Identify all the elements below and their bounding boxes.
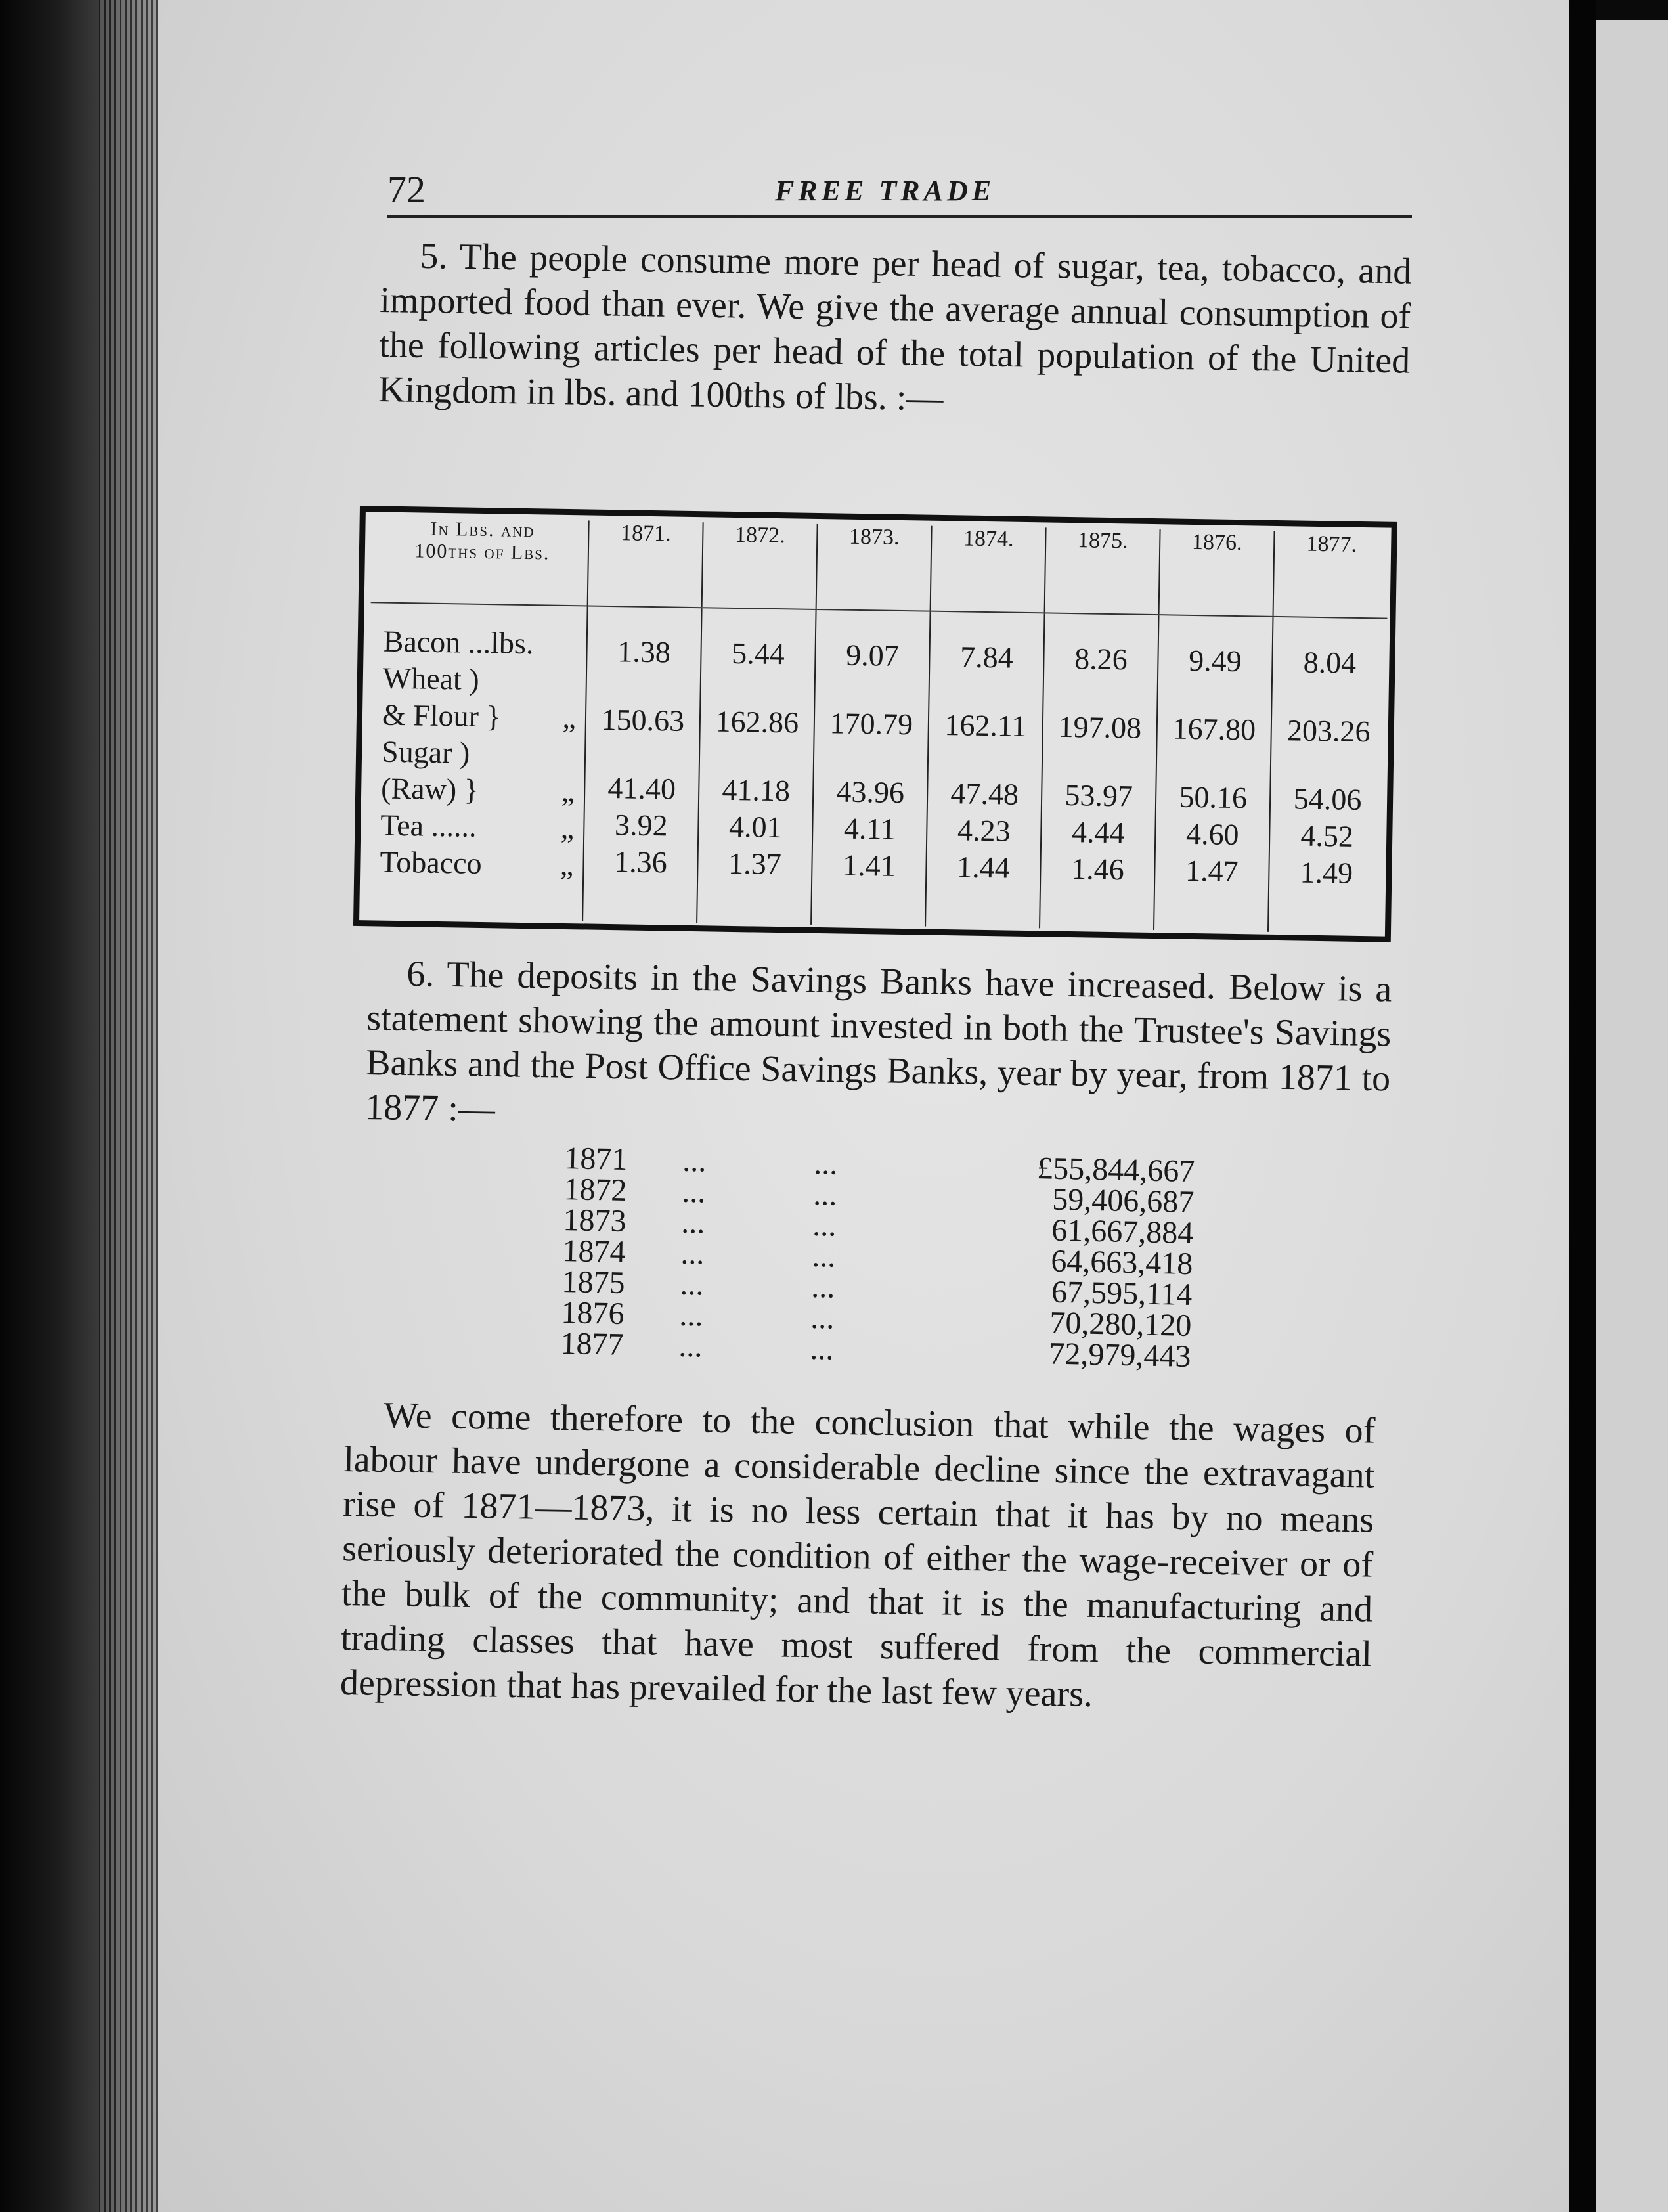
table-cell: 4.52 [1300,818,1354,853]
table-cell: 1.37 [728,846,782,881]
year-header: 1873. [816,524,932,611]
row-label: Bacon ...lbs. [383,624,534,661]
table-cell: 1.38 [617,634,671,669]
deposit-row: 1877 ... ... 72,979,443 [560,1325,1191,1375]
year-column-1876 [1154,615,1273,932]
table-cell: 4.23 [957,813,1011,848]
year-column-1877 [1268,617,1388,934]
header-label-line: 100ths of Lbs. [414,540,550,564]
page-number: 72 [387,168,426,211]
year-header: 1874. [931,526,1046,613]
table-cell: 43.96 [836,774,905,810]
table-cell: 53.97 [1064,778,1133,813]
gutter-shadow [1569,0,1596,2212]
table-cell: 8.04 [1303,645,1357,680]
year-column-1874 [925,611,1045,929]
consumption-intro-paragraph: 5. The people consume more per head of sugar, tea, tobacco, and imported food than ever. We give the average annual consumption of the following articles per head of the total population of the United Kingdom in lbs. and 100ths of lbs. :— [378,235,1412,419]
table-cell: 41.40 [607,770,676,806]
table-header-label [371,517,589,606]
year-header: 1871. [588,520,703,608]
conclusion-paragraph: We come therefore to the conclusion that while the wages of labour have undergone a considerable decline since the extravagant rise of 1871—1873, it is no less certain that it has by no means seriously deteriorated the condition of either the wage-receiver or of the bulk of the community; and that it is the manufacturing and trading classes that have most suffered from the commercial depression that has prevailed for the last few years. [340,1394,1376,1715]
table-cell: 9.49 [1188,643,1242,678]
deposit-row: 1874 ... ... 64,663,418 [562,1233,1193,1282]
header-rule [387,215,1412,218]
page-stack-edges [99,0,158,2212]
table-cell: 5.44 [731,636,785,671]
table-cell: 4.01 [728,809,783,845]
row-label: & Flour } „ [382,697,577,735]
row-label: (Raw) } „ [380,771,575,808]
table-cell: 1.47 [1185,853,1239,889]
row-labels-column [366,602,587,921]
table-cell: 162.11 [944,708,1027,743]
row-label: Tea ...... „ [380,808,575,845]
consumption-table [366,517,1388,933]
savings-deposits-list [560,1143,1195,1412]
table-cell: 4.60 [1185,816,1239,852]
table-cell: 50.16 [1179,780,1248,815]
table-cell: 4.44 [1071,815,1125,850]
table-cell: 41.18 [722,772,791,808]
row-label: Wheat ) [382,661,480,696]
year-header: 1877. [1273,531,1389,619]
table-cell: 7.84 [959,640,1014,675]
table-cell: 47.48 [950,776,1019,811]
running-title: FREE TRADE [775,175,996,207]
facing-page-edge [1596,20,1668,2212]
table-header-row [371,517,1389,618]
table-cell: 3.92 [614,808,669,843]
consumption-table-frame [353,506,1397,942]
table-cell: 1.36 [613,845,668,879]
year-column-1872 [697,608,816,925]
table-cell: 197.08 [1058,709,1142,745]
table-cell: 167.80 [1172,711,1256,747]
deposit-row: 1872 ... ... 59,406,687 [563,1171,1195,1220]
table-cell: 150.63 [601,702,685,738]
table-body-row [366,602,1387,933]
table-cell: 8.26 [1074,642,1128,676]
table-cell: 9.07 [845,638,900,673]
savings-intro-paragraph: 6. The deposits in the Savings Banks have increased. Below is a statement showing the amount invested in both the Trustee's Savings Banks and the Post Office Savings Banks, year by year, from 1871 to 1877 :— [364,953,1392,1130]
deposit-row: 1875 ... ... 67,595,114 [561,1264,1193,1313]
deposit-row: 1871 ... ... £55,844,667 [563,1141,1195,1189]
table-cell: 54.06 [1293,782,1362,817]
header-label-line: In Lbs. and [430,518,535,542]
year-column-1871 [582,606,702,923]
year-column-1875 [1040,613,1159,930]
table-cell: 1.44 [956,850,1011,885]
table-cell: 1.41 [842,848,896,883]
year-header: 1875. [1045,527,1160,615]
year-header: 1872. [702,522,818,609]
table-cell: 162.86 [715,704,799,740]
table-cell: 1.46 [1070,852,1125,887]
year-column-1873 [811,609,931,927]
running-head [387,167,1412,213]
row-label: Sugar ) [381,734,470,770]
row-label: Tobacco „ [380,845,574,882]
deposit-row: 1876 ... ... 70,280,120 [561,1294,1192,1344]
table-cell: 170.79 [829,706,913,741]
table-cell: 4.11 [843,811,896,846]
deposit-row: 1873 ... ... 61,667,884 [562,1202,1194,1251]
year-header: 1876. [1159,529,1275,617]
table-cell: 1.49 [1300,855,1353,890]
table-cell: 203.26 [1286,713,1371,749]
